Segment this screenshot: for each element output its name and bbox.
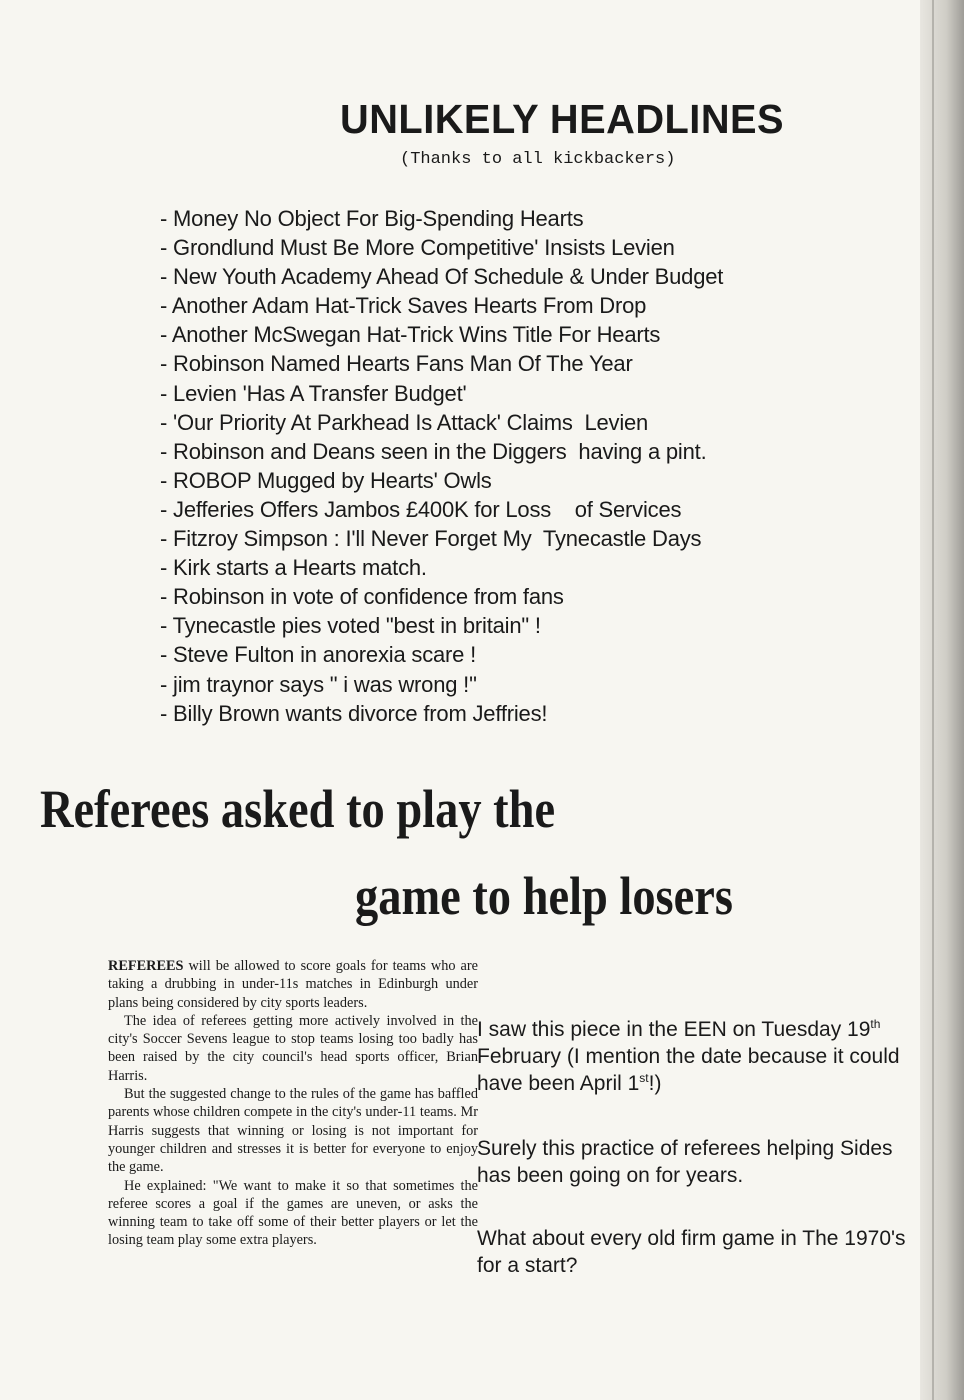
commentary-text: February (I mention the date because it could have been April 1 <box>477 1045 900 1095</box>
list-item: - Levien 'Has A Transfer Budget' <box>160 380 467 406</box>
list-item: - Billy Brown wants divorce from Jeffries! <box>160 700 548 726</box>
list-item: - Robinson in vote of confidence from fans <box>160 584 564 610</box>
commentary-paragraph: What about every old firm game in The 1970's for a start? <box>477 1227 906 1277</box>
newspaper-clipping <box>108 957 478 1250</box>
list-item: - Tynecastle pies voted "best in britain" ! <box>160 613 541 639</box>
page-fold-line <box>932 0 934 1400</box>
clipping-lead-word: REFEREES <box>108 958 184 974</box>
list-item: - Jefferies Offers Jambos £400K for Loss of Services <box>160 496 682 522</box>
page-binding-edge <box>920 0 964 1400</box>
list-item: - Another Adam Hat-Trick Saves Hearts From Drop <box>160 293 647 319</box>
clipping-paragraph-text: will be allowed to score goals for teams who are taking a drubbing in under-11s matches in Edinburgh under plans being considered by city sports leaders. <box>108 958 478 1011</box>
ordinal-suffix: st <box>639 1071 649 1085</box>
list-item: - Steve Fulton in anorexia scare ! <box>160 642 477 668</box>
page-subtitle: (Thanks to all kickbackers) <box>400 150 676 169</box>
commentary-text: I saw this piece in the EEN on Tuesday 19 <box>477 1018 871 1041</box>
list-item: - 'Our Priority At Parkhead Is Attack' Claims Levien <box>160 409 649 435</box>
list-item: - Money No Object For Big-Spending Hearts <box>160 206 584 231</box>
list-item: - ROBOP Mugged by Hearts' Owls <box>160 467 492 493</box>
clipping-paragraph: The idea of referees getting more actively involved in the city's Soccer Sevens league to stop teams losing too badly has been raised by the city council's head sports officer, Brian Harris. <box>108 1012 478 1084</box>
list-item: - Robinson and Deans seen in the Diggers having a pint. <box>160 438 707 464</box>
list-item: - Grondlund Must Be More Competitive' Insists Levien <box>160 235 675 261</box>
clipping-paragraph: But the suggested change to the rules of the game has baffled parents whose children compete in the city's under-11 teams. Mr Harris suggests that winning or losing is not important for younger children and stresses it is better for everyone to enjoy the game. <box>108 1086 478 1176</box>
clipping-headline-line1: Referees asked to play the <box>40 779 556 839</box>
clipping-paragraph <box>108 957 478 1012</box>
headline-list <box>160 204 723 728</box>
clipping-headline-line2: game to help losers <box>355 866 733 926</box>
commentary-text: !) <box>648 1072 662 1095</box>
list-item: - Another McSwegan Hat-Trick Wins Title For Hearts <box>160 322 661 348</box>
commentary-paragraph: Surely this practice of referees helping Sides has been going on for years. <box>477 1137 893 1187</box>
list-item: - Robinson Named Hearts Fans Man Of The Year <box>160 351 633 377</box>
list-item: - Fitzroy Simpson : I'll Never Forget My Tynecastle Days <box>160 526 702 552</box>
ordinal-suffix: th <box>870 1017 881 1031</box>
list-item: - Kirk starts a Hearts match. <box>160 555 427 581</box>
page-title: UNLIKELY HEADLINES <box>340 96 785 142</box>
clipping-paragraph: He explained: "We want to make it so that sometimes the referee scores a goal if the games are uneven, or asks the winning team to take off some of their better players or let the losing team play some extra players. <box>108 1177 478 1249</box>
list-item: - New Youth Academy Ahead Of Schedule & Under Budget <box>160 264 724 290</box>
commentary-paragraph <box>477 1016 917 1097</box>
list-item: - jim traynor says " i was wrong !" <box>160 671 477 697</box>
